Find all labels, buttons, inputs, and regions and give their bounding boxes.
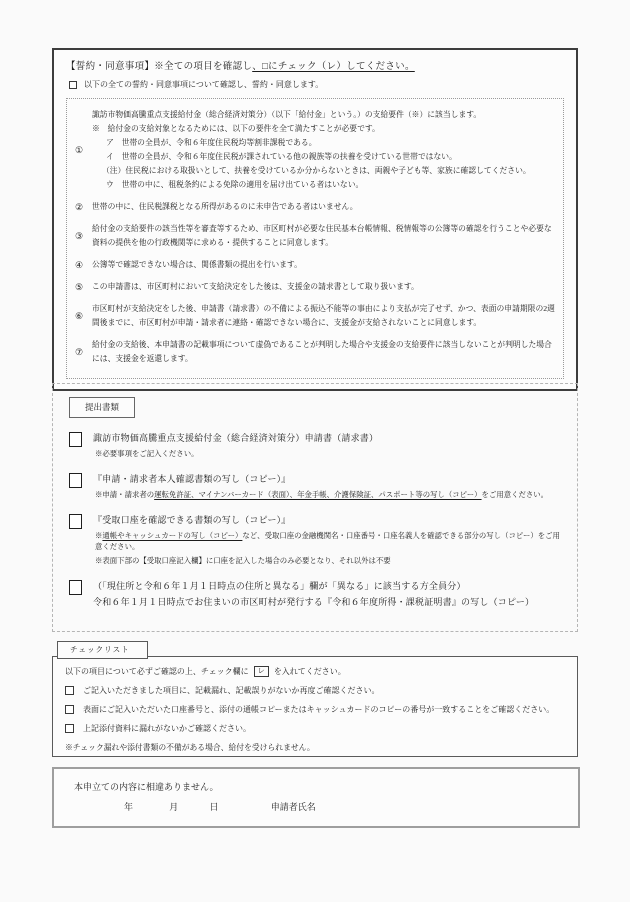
pledge-item-3-text: 給付金の支給要件の該当性等を審査等するため、市区町村が必要な住民基本台帳情報、税情報等の公簿等の確認を行うことや必要な資料の提供を他の行政機関等に求める・提供することに同意します。 <box>92 224 552 247</box>
document-item-2-title: 『申請・請求者本人確認書類の写し（コピー）』 <box>93 474 291 484</box>
document-item-2-note-prefix: ※申請・請求者の <box>95 490 155 499</box>
pledge-item-5-text: この申請書は、市区町村において支給決定をした後は、支援金の請求書として取り扱います。 <box>92 282 419 291</box>
checklist-item-2-text: 表面にご記入いただいた口座番号と、添付の通帳コピーまたはキャッシュカードのコピーの番号が一致することをご確認ください。 <box>83 705 555 714</box>
declaration-date-row <box>74 800 558 813</box>
pledge-header-underlined: 、□にチェック（レ）してください。 <box>252 62 415 72</box>
date-month-label: 月 <box>169 802 179 812</box>
documents-section <box>52 383 578 632</box>
checklist-checkbox-3[interactable] <box>65 724 74 733</box>
document-item-3-note-suffix: など、受取口座の金融機関名・口座番号・口座名義人を確認できる部分の写し（コピー）をご用意ください。 <box>95 531 560 551</box>
pledge-item-1-line-5: （注）住民税における取扱いとして、扶養を受けているか分からないときは、両親や子ども等、家族に確認してください。 <box>102 166 531 175</box>
document-item-1-body <box>93 431 563 459</box>
date-day-label: 日 <box>209 802 219 812</box>
pledge-agree-row <box>66 79 564 90</box>
checklist-tab: チェックリスト <box>57 641 148 659</box>
checklist-item-3-text: 上記添付資料に漏れがないかご確認ください。 <box>83 724 251 733</box>
document-item-1-note-text: ※必要事項をご記入ください。 <box>95 449 199 458</box>
pledge-item-3-number: ③ <box>75 231 83 241</box>
pledge-item-1-line-1: 諏訪市物価高騰重点支援給付金（総合経済対策分）（以下「給付金」という。）の支給要件（※）に該当します。 <box>92 110 482 119</box>
pledge-section <box>52 48 578 391</box>
pledge-item-1 <box>71 108 555 192</box>
pledge-item-5 <box>71 280 555 294</box>
document-item-4-body <box>93 579 563 608</box>
document-item-3-note-1 <box>93 530 563 552</box>
pledge-item-1-text <box>92 108 555 192</box>
pledge-item-4-number: ④ <box>75 260 83 270</box>
document-checkbox-1[interactable] <box>69 432 82 447</box>
pledge-header <box>66 58 564 72</box>
document-item-2-note <box>93 489 563 500</box>
pledge-item-2-text: 世帯の中に、住民税課税となる所得があるのに未申告である者はいません。 <box>92 202 358 211</box>
pledge-item-6-text: 市区町村が支給決定をした後、申請書（請求書）の不備による振込不能等の事由により支払が完了せず、かつ、表面の申請期限の2週間後までに、市区町村が申請・請求者に連絡・確認できない場合に、支援金が支給されないことに同意します。 <box>92 304 555 327</box>
pledge-items-box <box>66 98 564 379</box>
pledge-item-7-text: 給付金の支給後、本申請書の記載事項について虚偽であることが判明した場合や支援金の支給要件に該当しないことが判明した場合には、支援金を返還します。 <box>92 340 552 363</box>
pledge-item-2 <box>71 200 555 214</box>
document-checkbox-3[interactable] <box>69 514 82 529</box>
pledge-item-5-number: ⑤ <box>75 282 83 292</box>
checklist-intro-suffix: を入れてください。 <box>273 667 346 676</box>
document-checkbox-2[interactable] <box>69 473 82 488</box>
document-item-3-body <box>93 513 563 566</box>
document-item-2-note-suffix: をご用意ください。 <box>481 490 549 499</box>
date-year-label: 年 <box>124 802 134 812</box>
checklist-intro-prefix: 以下の項目について必ずご確認の上、チェック欄に <box>65 667 249 676</box>
pledge-item-2-number: ② <box>75 202 83 212</box>
document-item-3 <box>67 513 563 566</box>
document-item-1-title: 諏訪市物価高騰重点支援給付金（総合経済対策分）申請書（請求書） <box>93 433 379 443</box>
applicant-name-label: 申請者氏名 <box>270 802 316 812</box>
document-item-3-title: 『受取口座を確認できる書類の写し（コピー）』 <box>93 515 291 525</box>
checklist-item-1 <box>65 685 567 696</box>
pledge-item-1-line-6: ウ 世帯の中に、租税条約による免除の適用を届け出ている者はいない。 <box>106 180 364 189</box>
pledge-header-plain: 【誓約・同意事項】※全ての項目を確認し <box>66 62 253 72</box>
pledge-item-6-number: ⑥ <box>75 311 83 321</box>
checklist-item-1-text: ご記入いただきました項目に、記載漏れ、記載誤りがないか再度ご確認ください。 <box>83 686 380 695</box>
pledge-item-1-number: ① <box>75 145 83 155</box>
pledge-item-4 <box>71 258 555 272</box>
pledge-item-7-number: ⑦ <box>75 347 83 357</box>
checklist-footnote: ※チェック漏れや添付書類の不備がある場合、給付を受けられません。 <box>65 743 315 752</box>
checklist-item-3 <box>65 723 567 734</box>
pledge-item-7 <box>71 338 555 366</box>
declaration-statement: 本申立ての内容に相違ありません。 <box>74 782 219 792</box>
document-item-1 <box>67 431 563 459</box>
checklist-checkbox-2[interactable] <box>65 705 74 714</box>
document-item-2 <box>67 472 563 500</box>
document-item-4 <box>67 579 563 608</box>
pledge-item-6 <box>71 302 555 330</box>
pledge-item-4-text: 公簿等で確認できない場合は、関係書類の提出を行います。 <box>92 260 302 269</box>
document-item-3-note-2: ※表面下部の【受取口座記入欄】に口座を記入した場合のみ必要となり、それ以外は不要 <box>95 556 391 565</box>
checklist-checkbox-1[interactable] <box>65 686 74 695</box>
document-item-3-note-underlined: 通帳やキャッシュカードの写し（コピー） <box>102 531 243 540</box>
pledge-item-1-line-3: ア 世帯の全員が、令和６年度住民税均等割非課税である。 <box>106 138 317 147</box>
document-item-2-note-underlined: 運転免許証、マイナンバーカード（表面）、年金手帳、介護保険証、パスポート等の写し（コピー） <box>154 490 482 499</box>
document-item-3-note-prefix: ※ <box>95 531 103 540</box>
pledge-item-3 <box>71 222 555 250</box>
pledge-agree-checkbox[interactable] <box>69 81 77 89</box>
pledge-agree-text: 以下の全ての誓約・同意事項について確認し、誓約・同意します。 <box>84 80 324 89</box>
document-checkbox-4[interactable] <box>69 580 82 595</box>
pledge-item-1-line-4: イ 世帯の全員が、令和６年度住民税が課されている他の親族等の扶養を受けている世帯ではない。 <box>106 152 457 161</box>
checklist-intro <box>65 666 567 677</box>
checklist-section <box>52 656 578 757</box>
check-mark-sample-box: レ <box>254 666 269 677</box>
document-item-4-title: （「現住所と令和６年１月１日時点の住所と異なる」欄が「異なる」に該当する方全員分） <box>93 581 466 591</box>
documents-label: 提出書類 <box>69 397 135 418</box>
document-item-4-title-2: 令和６年１月１日時点でお住まいの市区町村が発行する『令和６年度所得・課税証明書』の写し（コピー） <box>93 597 535 607</box>
document-item-1-note <box>93 448 563 459</box>
pledge-item-1-line-2: ※ 給付金の支給対象となるためには、以下の要件を全て満たすことが必要です。 <box>92 124 380 133</box>
checklist-item-2 <box>65 704 567 715</box>
declaration-section <box>52 767 580 828</box>
document-item-2-body <box>93 472 563 500</box>
